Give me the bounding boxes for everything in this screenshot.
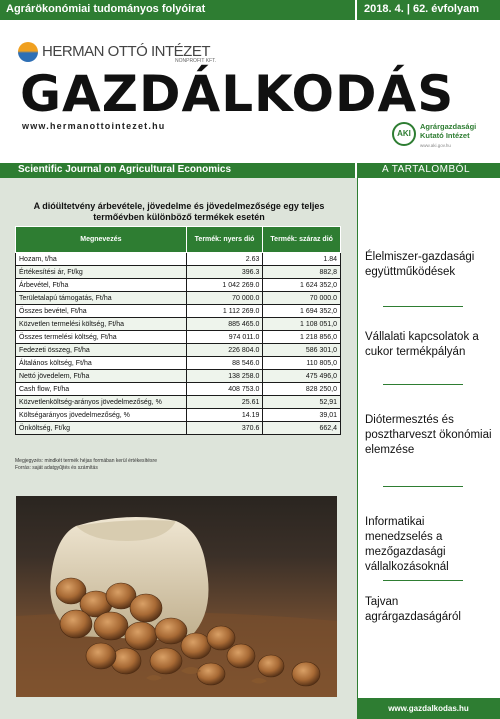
partner-name-line: Agrárgazdasági — [420, 122, 477, 131]
cell-value: 70 000.0 — [186, 292, 263, 305]
column-header: Megnevezés — [16, 227, 187, 253]
data-table — [15, 226, 341, 435]
cell-value: 1 218 856,0 — [263, 331, 341, 344]
row-label: Árbevétel, Ft/ha — [16, 279, 187, 292]
cell-value: 52,91 — [263, 396, 341, 409]
cell-value: 1 042 269.0 — [186, 279, 263, 292]
footer-website[interactable]: www.gazdalkodas.hu — [357, 698, 500, 719]
table-notes — [15, 458, 157, 472]
cell-value: 110 805,0 — [263, 357, 341, 370]
cell-value: 885 465.0 — [186, 318, 263, 331]
contents-item[interactable]: Tajvan agrárgazdaságáról — [365, 596, 461, 623]
cell-value: 586 301,0 — [263, 344, 341, 357]
cell-value: 1 624 352,0 — [263, 279, 341, 292]
cell-value: 370.6 — [186, 422, 263, 435]
table-row — [16, 331, 341, 344]
cell-value: 1 108 051,0 — [263, 318, 341, 331]
cell-value: 2.63 — [186, 253, 263, 266]
cell-value: 88 546.0 — [186, 357, 263, 370]
partner-name — [420, 122, 476, 140]
band-divider — [355, 163, 357, 178]
table-row — [16, 344, 341, 357]
cell-value: 138 258.0 — [186, 370, 263, 383]
publisher-website: www.hermanottointezet.hu — [22, 121, 166, 131]
contents-item[interactable]: Vállalati kapcsolatok a cukor termékpályán — [365, 331, 479, 358]
contents-divider — [383, 486, 463, 487]
row-label: Hozam, t/ha — [16, 253, 187, 266]
partner-logo — [392, 120, 492, 150]
row-label: Általános költség, Ft/ha — [16, 357, 187, 370]
table-row — [16, 383, 341, 396]
table-row — [16, 279, 341, 292]
row-label: Önköltség, Ft/kg — [16, 422, 187, 435]
cell-value: 396.3 — [186, 266, 263, 279]
table-row — [16, 266, 341, 279]
partner-logo-icon: AKI — [392, 122, 416, 146]
table-source: Forrás: saját adatgyűjtés és számítás — [15, 465, 98, 471]
table-row — [16, 292, 341, 305]
column-header: Termék: nyers dió — [186, 227, 263, 253]
contents-divider — [383, 580, 463, 581]
table-title — [18, 201, 340, 223]
top-bar-divider — [355, 0, 357, 20]
contents-item[interactable]: Informatikai menedzselés a mezőgazdasági vállalkozásoknál — [365, 516, 449, 573]
table-row — [16, 370, 341, 383]
cell-value: 25.61 — [186, 396, 263, 409]
row-label: Közvetlen termelési költség, Ft/ha — [16, 318, 187, 331]
row-label: Cash flow, Ft/ha — [16, 383, 187, 396]
journal-subtitle: Scientific Journal on Agricultural Economics — [18, 164, 232, 175]
cell-value: 662,4 — [263, 422, 341, 435]
table-row — [16, 396, 341, 409]
table-note: Megjegyzés: mindkét termék héjas formában kerül értékesítésre — [15, 458, 158, 464]
row-label: Költségarányos jövedelmezőség, % — [16, 409, 187, 422]
cell-value: 475 496,0 — [263, 370, 341, 383]
contents-item[interactable]: Diótermesztés és posztharveszt ökonómiai elemzése — [365, 414, 492, 456]
cell-value: 70 000.0 — [263, 292, 341, 305]
row-label: Közvetlenköltség-arányos jövedelmezőség, % — [16, 396, 187, 409]
cell-value: 39,01 — [263, 409, 341, 422]
subtitle-band — [0, 163, 500, 178]
contents-divider — [383, 384, 463, 385]
top-bar — [0, 0, 500, 20]
cell-value: 1 112 269.0 — [186, 305, 263, 318]
row-label: Nettó jövedelem, Ft/ha — [16, 370, 187, 383]
cell-value: 1 694 352,0 — [263, 305, 341, 318]
table-row — [16, 305, 341, 318]
contents-divider — [383, 306, 463, 307]
journal-title: GAZDÁLKODÁS — [20, 65, 455, 123]
journal-label: Agrárökonómiai tudományos folyóirat — [6, 3, 206, 15]
publisher-sub: NONPROFIT KFT. — [175, 58, 217, 64]
table-title-line: termőévben különböző termékek esetén — [93, 212, 265, 222]
cell-value: 974 011.0 — [186, 331, 263, 344]
issue-label: 2018. 4. | 62. évfolyam — [364, 3, 479, 15]
table-row — [16, 253, 341, 266]
row-label: Értékesítési ár, Ft/kg — [16, 266, 187, 279]
cell-value: 1.84 — [263, 253, 341, 266]
cell-value: 882,8 — [263, 266, 341, 279]
row-label: Összes termelési költség, Ft/ha — [16, 331, 187, 344]
contents-item[interactable]: Élelmiszer-gazdasági együttműködések — [365, 251, 475, 278]
table-row — [16, 409, 341, 422]
row-label: Összes bevétel, Ft/ha — [16, 305, 187, 318]
column-header: Termék: száraz dió — [263, 227, 341, 253]
row-label: Területalapú támogatás, Ft/ha — [16, 292, 187, 305]
publisher-logo-icon — [18, 42, 38, 62]
row-label: Fedezeti összeg, Ft/ha — [16, 344, 187, 357]
table-row — [16, 357, 341, 370]
partner-url: www.aki.gov.hu — [420, 143, 451, 148]
table-row — [16, 422, 341, 435]
contents-label: A TARTALOMBÓL — [382, 164, 471, 175]
walnut-photo — [16, 496, 337, 697]
table-title-line: A dióültetvény árbevétele, jövedelme és jövedelmezősége egy teljes — [33, 201, 325, 211]
publisher-name: HERMAN OTTÓ INTÉZET — [42, 43, 210, 60]
cell-value: 408 753.0 — [186, 383, 263, 396]
table-row — [16, 318, 341, 331]
cell-value: 828 250,0 — [263, 383, 341, 396]
cell-value: 226 804.0 — [186, 344, 263, 357]
partner-name-line: Kutató Intézet — [420, 131, 470, 140]
cell-value: 14.19 — [186, 409, 263, 422]
walnut-illustration — [16, 496, 337, 697]
